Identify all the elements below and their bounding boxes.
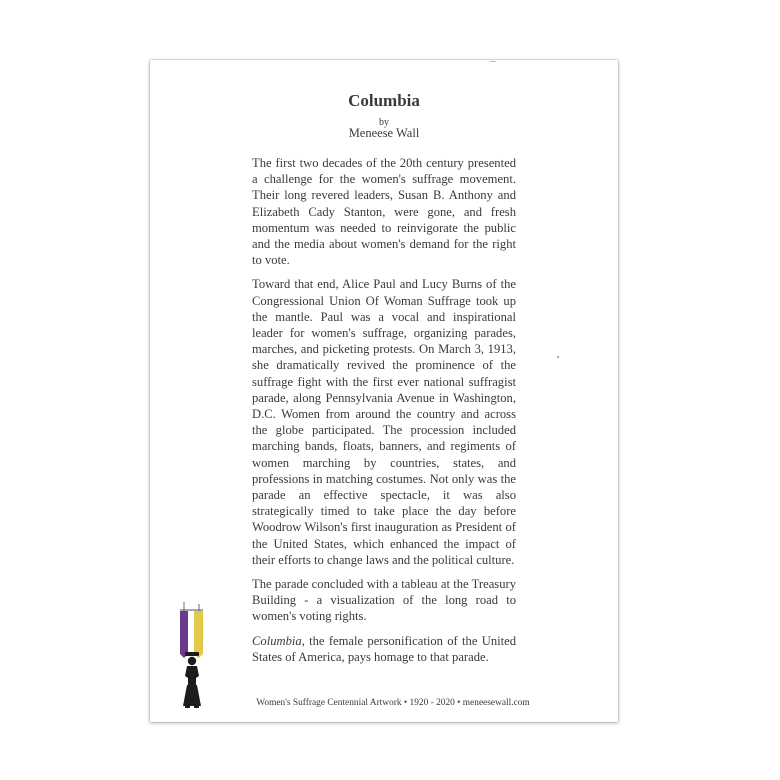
author-name: Meneese Wall bbox=[348, 126, 420, 140]
document-card bbox=[150, 60, 618, 722]
footer-caption: Women's Suffrage Centennial Artwork • 1920 - 2020 • meneesewall.com bbox=[256, 698, 530, 708]
document-body bbox=[252, 155, 516, 673]
closing-paragraph bbox=[252, 633, 516, 665]
suffragist-banner-figure-icon bbox=[172, 600, 212, 712]
document-title: Columbia bbox=[348, 91, 420, 110]
byline: by bbox=[379, 117, 389, 128]
paragraph: The first two decades of the 20th century presented a challenge for the women's suffrage movement. Their long revered leaders, Susan B. Anthony and Elizabeth Cady Stanton, were gone, and fresh momentum was needed to reinvigorate the public and the media about women's demand for the right to vote. bbox=[252, 156, 516, 268]
paper-speck bbox=[490, 61, 496, 62]
purple-banner bbox=[180, 611, 188, 658]
artwork-name: Columbia bbox=[252, 633, 302, 648]
gold-banner bbox=[194, 611, 203, 658]
paragraph: Toward that end, Alice Paul and Lucy Burns of the Congressional Union Of Woman Suffrage took up the mantle. Paul was a vocal and inspirational leader for women's suffrage, organizing parades, marches, and picketing protests. On March 3, 1913, she dramatically revived the prominence of the suffrage fight with the first ever national suffragist parade, along Pennsylvania Avenue in Washington, D.C. Women from around the country and across the globe participated. The procession included marching bands, floats, banners, and regiments of women marching by countries, states, and professions in matching costumes. Not only was the parade an effective spectacle, it was also strategically timed to take place the day before Woodrow Wilson's first inauguration as President of the United States, which enhanced the impact of their efforts to change laws and the political culture. bbox=[252, 277, 516, 567]
paragraph: The parade concluded with a tableau at the Treasury Building - a visualization of the long road to women's voting rights. bbox=[252, 577, 516, 624]
paper-speck bbox=[557, 356, 559, 358]
closing-text: , the female personification of the United States of America, pays homage to that parade. bbox=[252, 633, 516, 664]
